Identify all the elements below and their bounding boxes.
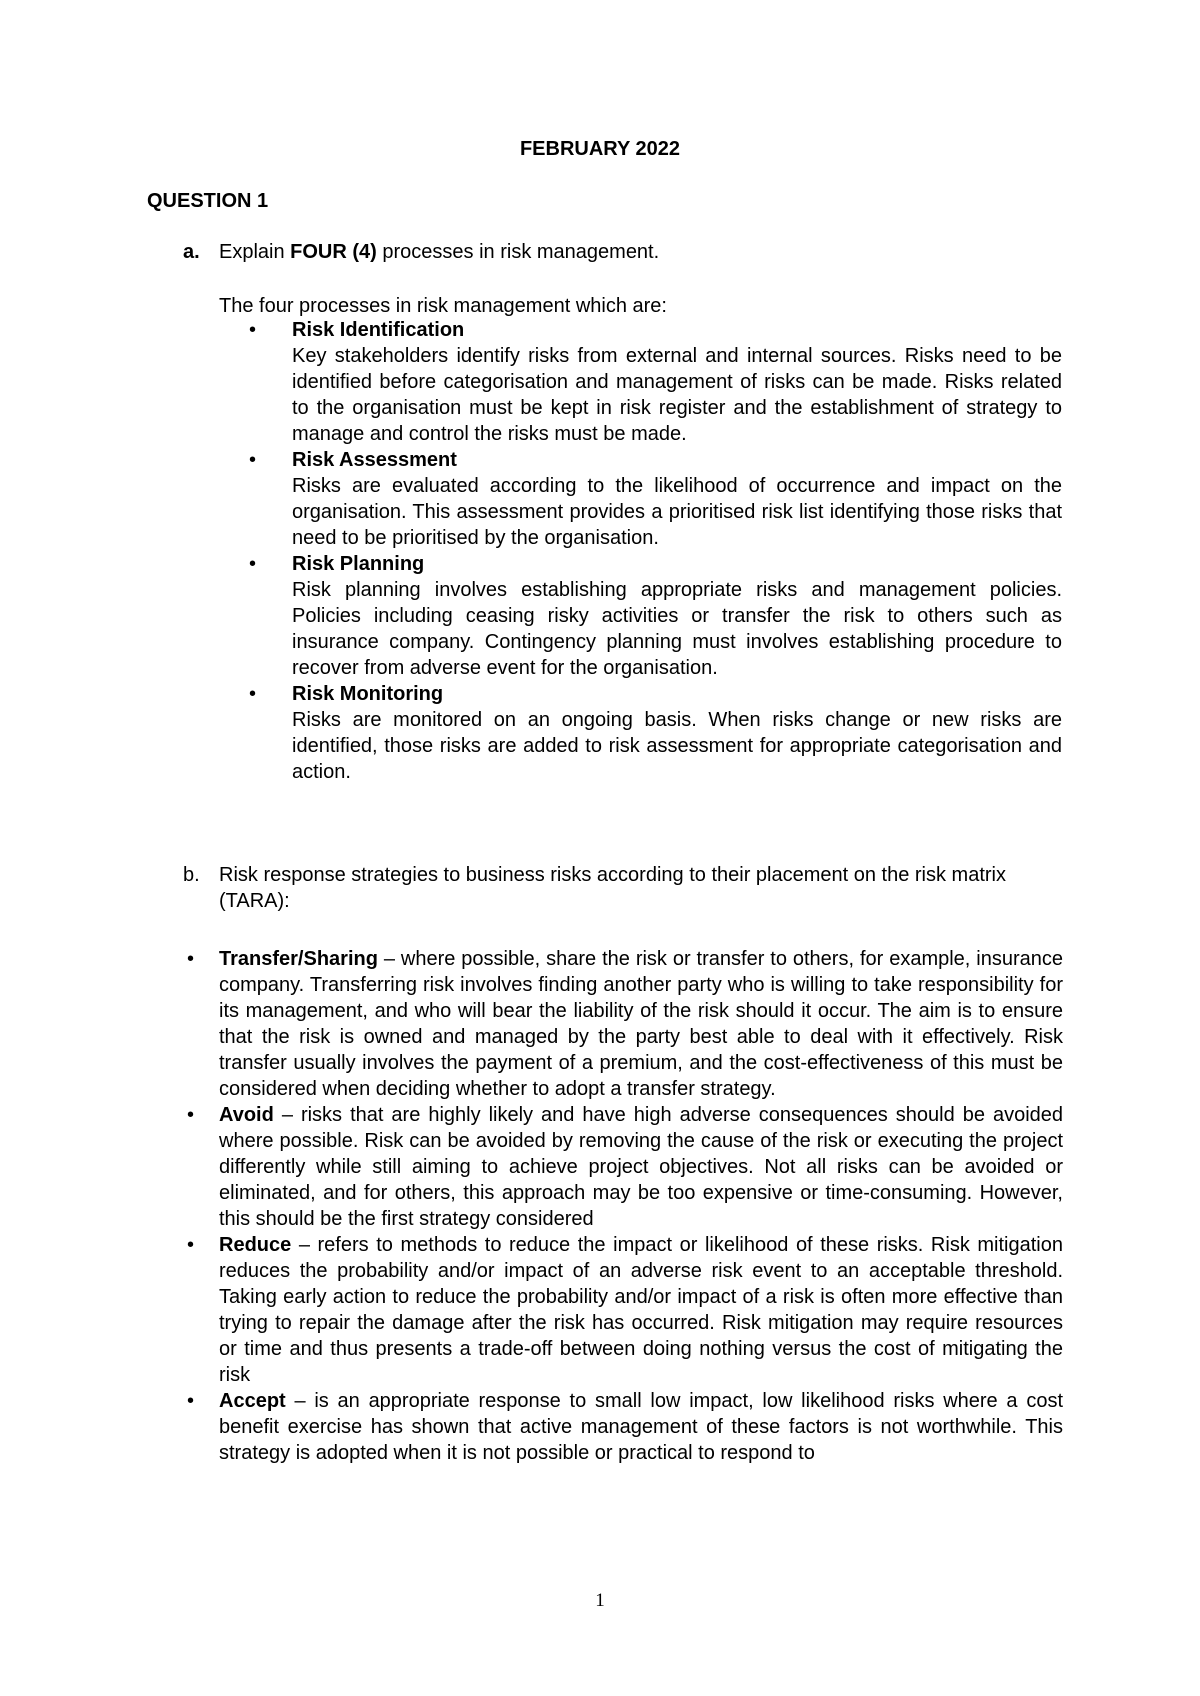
question-b-prompt: Risk response strategies to business risks according to their placement on the risk matrix (TARA): bbox=[219, 864, 1007, 912]
bullet-icon: • bbox=[249, 683, 257, 705]
bullet-icon: • bbox=[187, 1234, 195, 1256]
strategy-name: Reduce bbox=[219, 1234, 292, 1256]
bullet-icon: • bbox=[187, 948, 195, 970]
process-description: Risk planning involves establishing appropriate risks and management policies. Policies including ceasing risky activities or transfer the risk to others such as insurance company. Contingency planning must involves establishing procedure to recover from adverse event for the organisation. bbox=[292, 579, 1062, 679]
strategy-text: – is an appropriate response to small low impact, low likelihood risks where a cost benefit exercise has shown that active management of these factors is not worthwhile. This strategy is adopted when it is not possible or practical to respond to bbox=[219, 1390, 1063, 1464]
prompt-text-after: processes in risk management. bbox=[376, 241, 660, 263]
process-item-planning bbox=[219, 551, 1062, 681]
question-a-marker: a. bbox=[183, 241, 200, 263]
page-number: 1 bbox=[595, 1590, 605, 1611]
bullet-icon: • bbox=[187, 1104, 195, 1126]
strategy-name: Accept bbox=[219, 1390, 286, 1412]
process-item-monitoring bbox=[219, 681, 1062, 785]
process-title: Risk Assessment bbox=[292, 449, 457, 471]
strategy-list bbox=[183, 946, 1063, 1466]
strategy-item-reduce bbox=[183, 1232, 1063, 1388]
strategy-name: Avoid bbox=[219, 1104, 274, 1126]
strategy-item-accept bbox=[183, 1388, 1063, 1466]
page-title: FEBRUARY 2022 bbox=[519, 138, 681, 160]
bullet-icon: • bbox=[249, 553, 257, 575]
process-title: Risk Planning bbox=[292, 553, 425, 575]
prompt-bold-count: FOUR (4) bbox=[290, 241, 377, 263]
bullet-icon: • bbox=[187, 1390, 195, 1412]
question-heading: QUESTION 1 bbox=[147, 190, 269, 212]
question-a-prompt bbox=[219, 239, 659, 265]
strategy-text: – risks that are highly likely and have high adverse consequences should be avoided where possible. Risk can be avoided by removing the cause of the risk or executing the project differently while still aiming to achieve project objectives. Not all risks can be avoided or eliminated, and for others, this approach may be too expensive or time-consuming. However, this should be the first strategy considered bbox=[219, 1104, 1063, 1230]
prompt-text-before: Explain bbox=[219, 241, 291, 263]
process-description: Risks are evaluated according to the likelihood of occurrence and impact on the organisation. This assessment provides a prioritised risk list identifying those risks that need to be prioritised by the organisation. bbox=[292, 475, 1062, 549]
process-title: Risk Monitoring bbox=[292, 683, 444, 705]
process-description: Key stakeholders identify risks from external and internal sources. Risks need to be identified before categorisation and management of risks can be made. Risks related to the organisation must be kept in risk register and the establishment of strategy to manage and control the risks must be made. bbox=[292, 345, 1062, 445]
process-item-identification bbox=[219, 317, 1062, 447]
strategy-text: – where possible, share the risk or transfer to others, for example, insurance company. Transferring risk involves finding another party who is willing to take responsibility for its management, and who will bear the liability of the risk should it occur. The aim is to ensure that the risk is owned and managed by the party best able to deal with it effectively. Risk transfer usually involves the payment of a premium, and the cost-effectiveness of this must be considered when deciding whether to adopt a transfer strategy. bbox=[219, 948, 1063, 1100]
strategy-item-avoid bbox=[183, 1102, 1063, 1232]
process-list bbox=[219, 317, 1062, 785]
bullet-icon: • bbox=[249, 319, 257, 341]
process-title: Risk Identification bbox=[292, 319, 465, 341]
question-b bbox=[183, 862, 1063, 914]
bullet-icon: • bbox=[249, 449, 257, 471]
strategy-item-transfer bbox=[183, 946, 1063, 1102]
process-item-assessment bbox=[219, 447, 1062, 551]
strategy-text: – refers to methods to reduce the impact or likelihood of these risks. Risk mitigation reduces the probability and/or impact of an adverse risk event to an acceptable threshold. Taking early action to reduce the probability and/or impact of a risk is often more effective than trying to repair the damage after the risk has occurred. Risk mitigation may require resources or time and thus presents a trade-off between doing nothing versus the cost of mitigating the risk bbox=[219, 1234, 1063, 1386]
process-description: Risks are monitored on an ongoing basis. When risks change or new risks are identified, those risks are added to risk assessment for appropriate categorisation and action. bbox=[292, 709, 1062, 783]
question-b-marker: b. bbox=[183, 864, 200, 886]
strategy-name: Transfer/Sharing bbox=[219, 948, 378, 970]
processes-intro: The four processes in risk management which are: bbox=[219, 295, 667, 317]
